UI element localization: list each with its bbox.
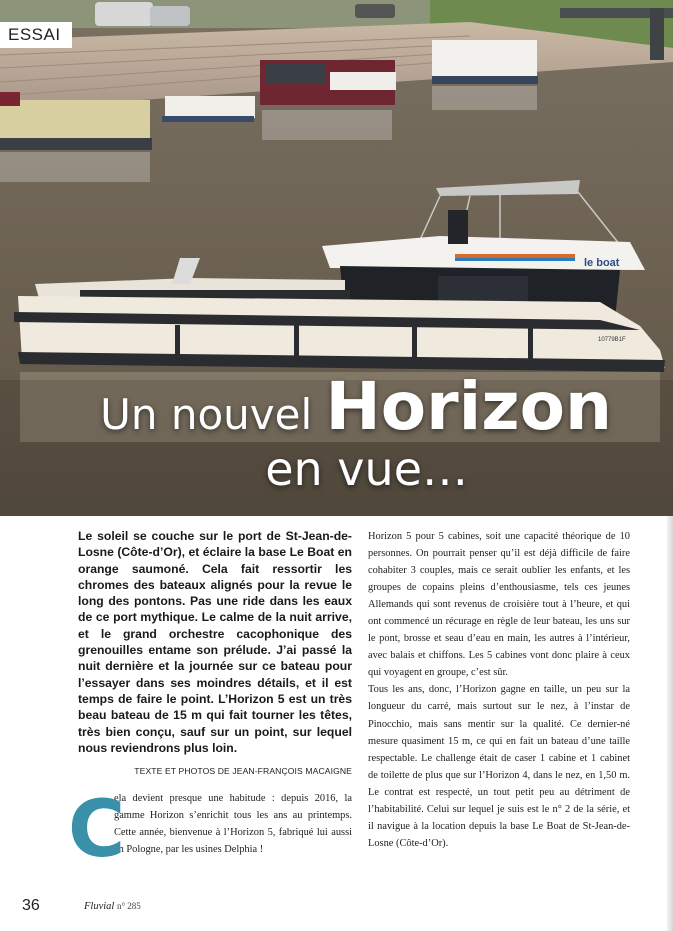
title-part-b: Horizon [325, 368, 612, 445]
body-paragraph-1: ela devient presque une habitude : depuis 2016, la gamme Horizon s’enrichit tous les ans au printemps. Cette année, bienvenue à l’Horizon 5, fabriqué lui aussi en Pologne, par les usines Delphia ! [114, 793, 352, 856]
page-number: 36 [22, 897, 40, 914]
boat-brand-logo: le boat [584, 257, 620, 269]
svg-text:C: C [68, 785, 126, 876]
author-credit: TEXTE ET PHOTOS DE JEAN-FRANÇOIS MACAIGNE [134, 766, 352, 777]
left-column [68, 528, 352, 876]
title-part-a: Un nouvel [100, 390, 326, 439]
section-tag: ESSAI [0, 22, 72, 48]
hull-number: 10779B1F [598, 337, 626, 343]
right-column [368, 528, 630, 852]
issue-number: n° 285 [116, 901, 141, 911]
page-title-line1 [0, 368, 612, 445]
magazine-footer [84, 901, 141, 912]
page-title-line2: en vue… [265, 442, 468, 496]
dropcap-letter [68, 785, 126, 876]
body-paragraph-3: Tous les ans, donc, l’Horizon gagne en taille, un peu sur la longueur du carré, mais surtout sur le nez, à l’instar de Pinocchio, mais sans mentir sur la qualité. Ce dernier-né mesure quasiment 15 m, ce qui en fait un bateau d’une taille respectable. Le challenge était de caser 1 cabine et 1 cabinet de toilette de plus que sur l’Horizon 4, dans le nez, en 1,50 m. Le contrat est respecté, un tout petit peu au détriment de l’habitabilité. Celui sur lequel je suis est le n° 2 de la série, et il navigue à la location depuis la base Le Boat de St-Jean-de-Losne (Côte-d’Or). [368, 684, 630, 849]
body-paragraph-2: Horizon 5 pour 5 cabines, soit une capacité théorique de 10 personnes. On pourrait penser qu’il est déjà difficile de faire cohabiter 3 couples, mais ce serait oublier les enfants, et les groupes de copains pleins d’enthousiasme, tels ces jeunes Allemands qui sont revenus de croisière tout à l’heure, et qui ont commencé un récurage en règle de leur bateau, les uns sur le pont, brosse et seau d’eau en main, les autres à l’intérieur, avec balais et chiffons. Les 5 cabines vont donc plaire à ceux qui voyagent en groupe, c’est sûr. [368, 531, 630, 679]
page-spine-shadow [667, 516, 673, 931]
magazine-name: Fluvial [84, 901, 115, 912]
chapo-intro: Le soleil se couche sur le port de St-Jean-de-Losne (Côte-d’Or), et éclaire la base Le Boat en orange saumoné. Cela fait ressortir les chromes des bateaux alignés pour la revue le long des pontons. Pas une ride dans les eaux de ce port mythique. Le calme de la nuit arrive, et le grand orchestre cacophonique des grenouilles entame son prélude. J’ai passé la nuit dernière et la journée sur ce bateau pour l’essayer dans ses moindres détails, et il est temps de faire le point. L’Horizon 5 est un très beau bateau de 15 m qui fait tourner les têtes, très bien conçu, sauf sur un point, sur lequel nous reviendrons plus loin. [78, 529, 352, 755]
body-text-left [68, 785, 352, 876]
